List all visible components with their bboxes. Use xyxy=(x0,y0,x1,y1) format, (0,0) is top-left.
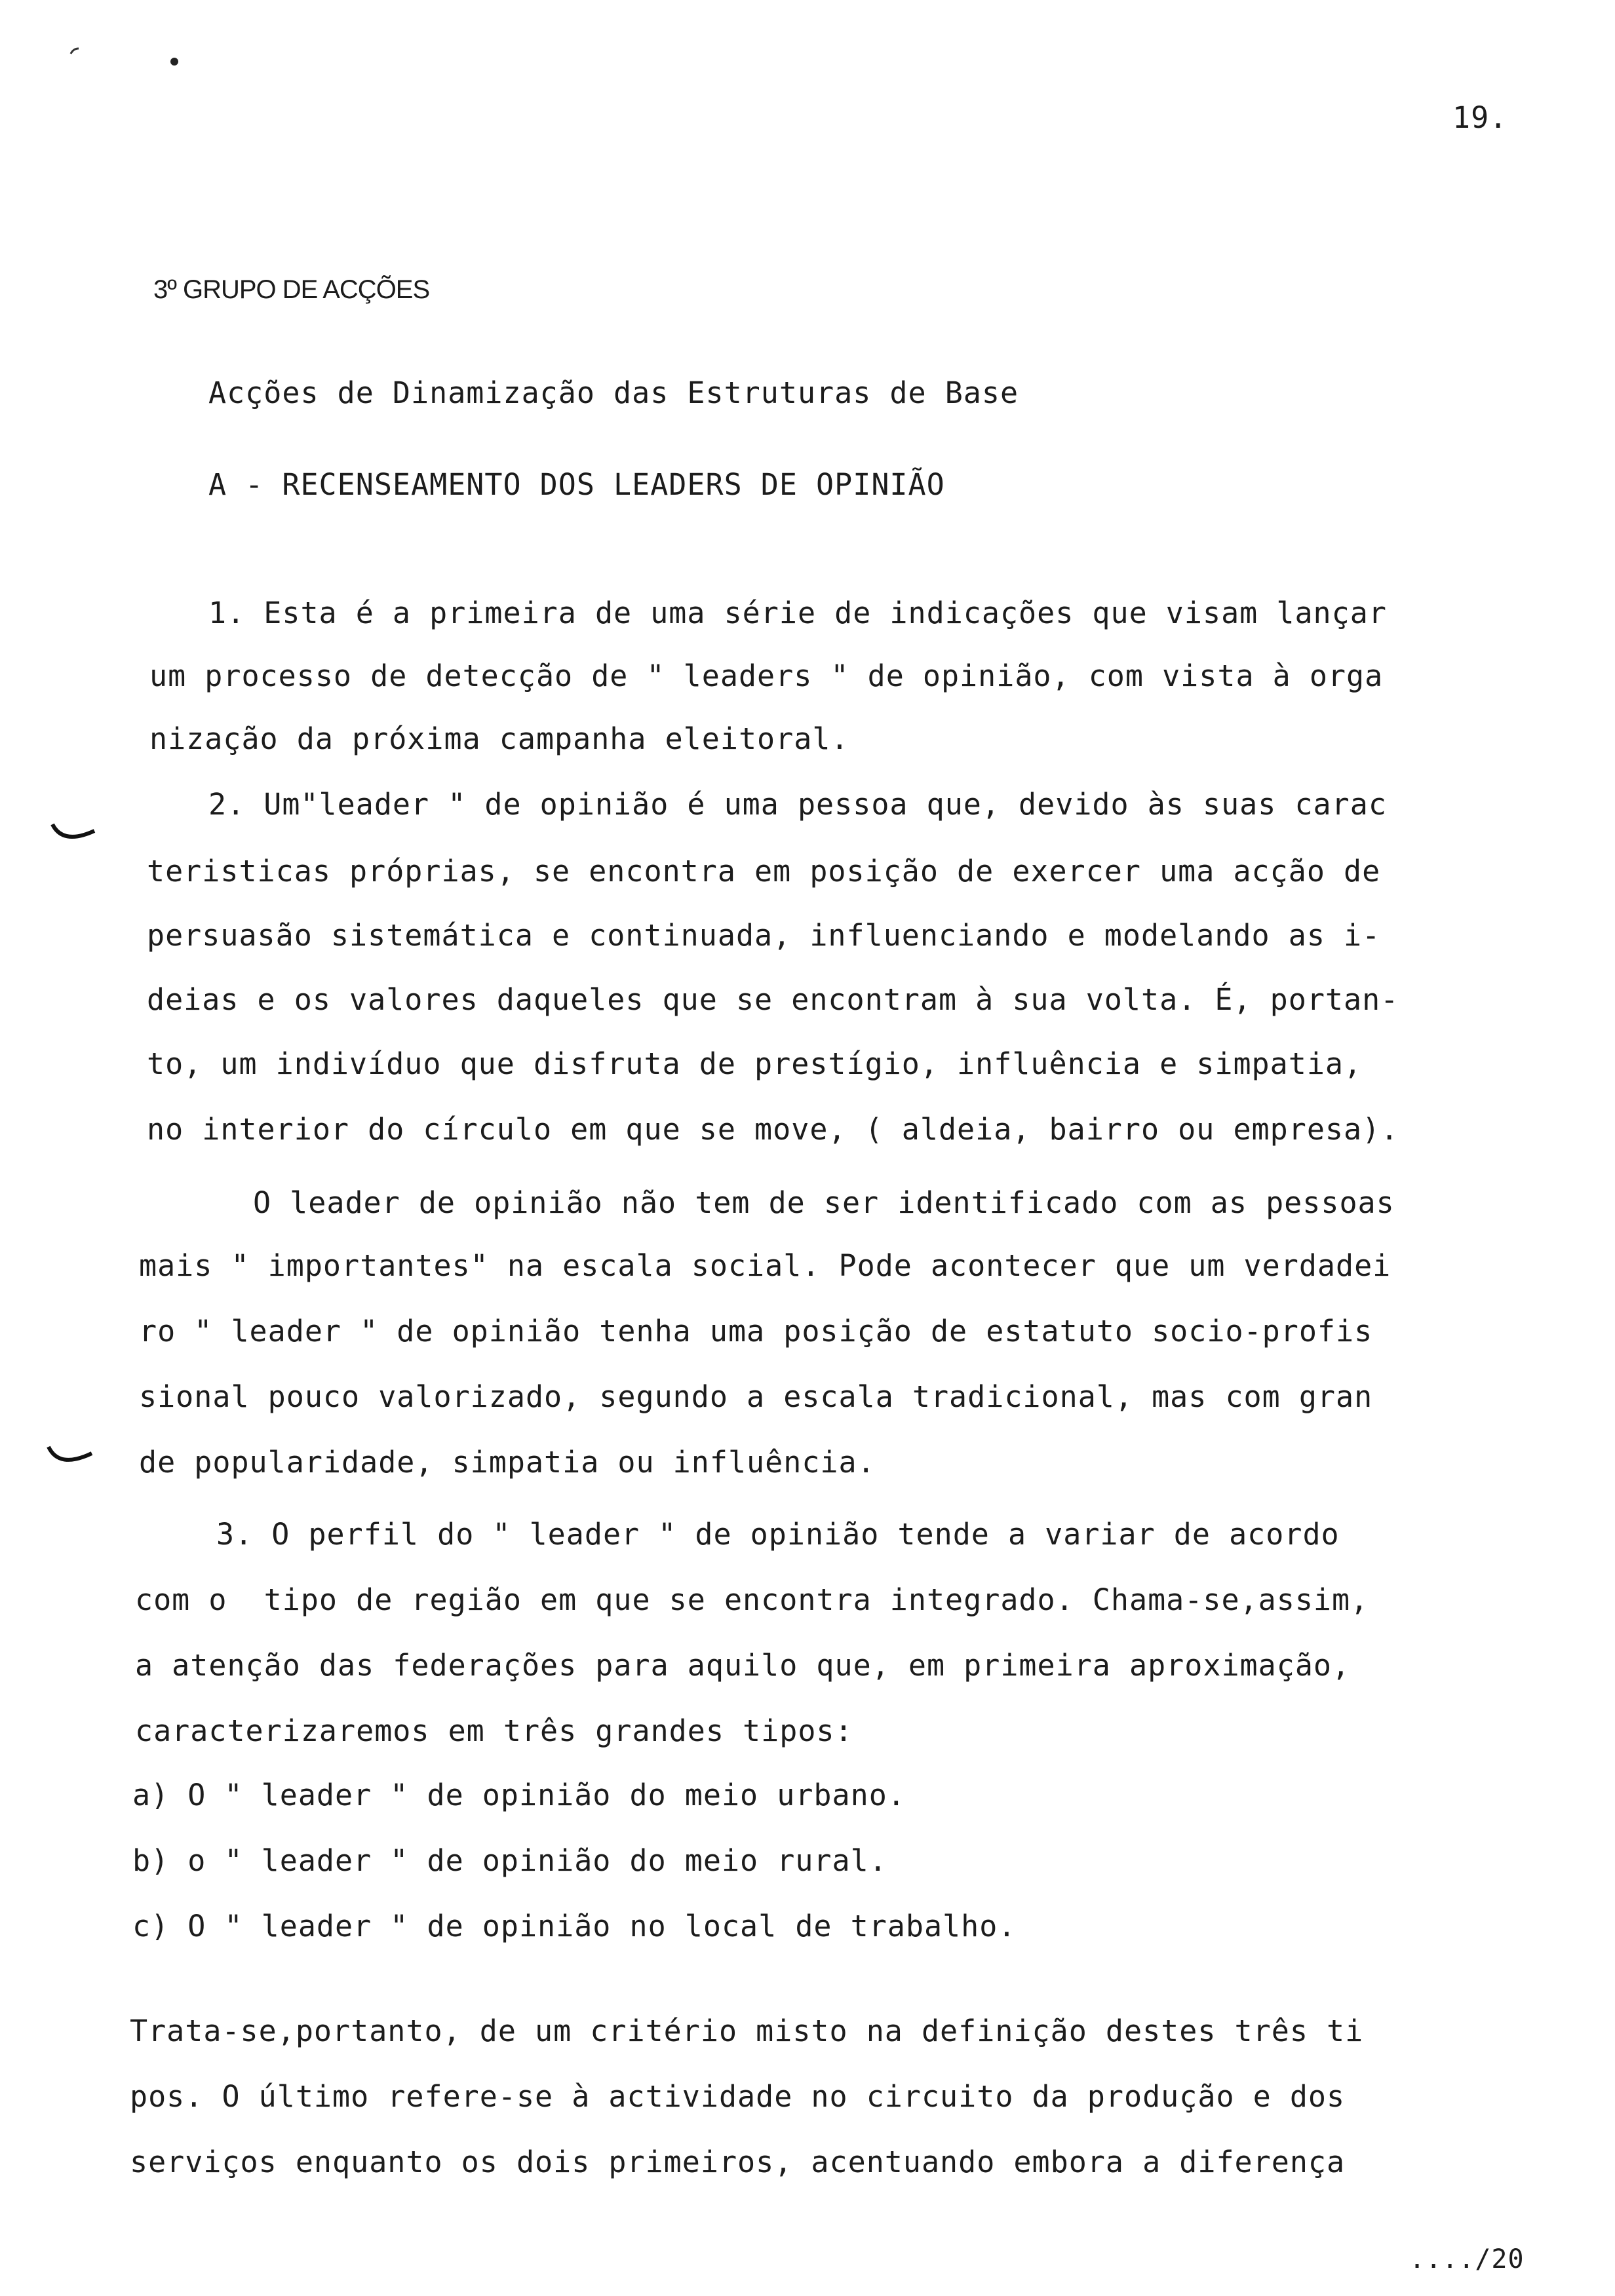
paragraph3-line: caracterizaremos em três grandes tipos: xyxy=(135,1713,853,1748)
paragraph2-line: teristicas próprias, se encontra em posição de exercer uma acção de xyxy=(147,854,1381,889)
paragraph1-line: nização da próxima campanha eleitoral. xyxy=(149,721,849,756)
paragraph2b-line: O leader de opinião não tem de ser identificado com as pessoas xyxy=(253,1185,1395,1220)
paragraph3-line: com o tipo de região em que se encontra integrado. Chama-se,assim, xyxy=(135,1582,1369,1617)
paragraph1-line: 1. Esta é a primeira de uma série de indicações que visam lançar xyxy=(208,596,1387,630)
paragraph4-line: serviços enquanto os dois primeiros, acentuando embora a diferença xyxy=(130,2145,1346,2179)
page-number: 19. xyxy=(1452,100,1508,135)
paragraph2-line: deias e os valores daqueles que se encontram à sua volta. É, portan- xyxy=(147,982,1399,1017)
paragraph2b-line: ro " leader " de opinião tenha uma posição de estatuto socio-profis xyxy=(139,1314,1373,1349)
continuation-mark: ..../20 xyxy=(1409,2244,1525,2274)
scan-mark-top xyxy=(68,41,186,73)
paragraph2-line: persuasão sistemática e continuada, influenciando e modelando as i- xyxy=(147,918,1381,953)
paragraph2b-line: mais " importantes" na escala social. Pode acontecer que um verdadei xyxy=(139,1248,1391,1283)
list-item-a: a) O " leader " de opinião do meio urbano. xyxy=(132,1778,906,1812)
list-item-b: b) o " leader " de opinião do meio rural. xyxy=(132,1843,887,1878)
subheading: A - RECENSEAMENTO DOS LEADERS DE OPINIÃO xyxy=(208,467,945,502)
paragraph2-line: to, um indivíduo que disfruta de prestígio, influência e simpatia, xyxy=(147,1046,1363,1081)
paragraph1-line: um processo de detecção de " leaders " de opinião, com vista à orga xyxy=(149,659,1384,693)
subtitle: Acções de Dinamização das Estruturas de Base xyxy=(208,375,1019,410)
paragraph4-line: pos. O último refere-se à actividade no circuito da produção e dos xyxy=(130,2079,1346,2114)
paragraph2-line: no interior do círculo em que se move, ( aldeia, bairro ou empresa). xyxy=(147,1112,1399,1147)
paragraph3-line: 3. O perfil do " leader " de opinião tende a variar de acordo xyxy=(216,1517,1340,1552)
paragraph2b-line: de popularidade, simpatia ou influência. xyxy=(139,1445,876,1480)
paragraph4-line: Trata-se,portanto, de um critério misto na definição destes três ti xyxy=(130,2014,1364,2048)
paragraph2b-line: sional pouco valorizado, segundo a escala tradicional, mas com gran xyxy=(139,1379,1373,1414)
margin-bracket-mark xyxy=(49,819,101,852)
paragraph3-line: a atenção das federações para aquilo que, em primeira aproximação, xyxy=(135,1648,1351,1683)
paragraph2-line: 2. Um"leader " de opinião é uma pessoa que, devido às suas carac xyxy=(208,787,1387,822)
margin-bracket-mark xyxy=(45,1442,97,1474)
section-heading: 3º GRUPO DE ACÇÕES xyxy=(153,275,430,304)
list-item-c: c) O " leader " de opinião no local de trabalho. xyxy=(132,1909,1017,1943)
